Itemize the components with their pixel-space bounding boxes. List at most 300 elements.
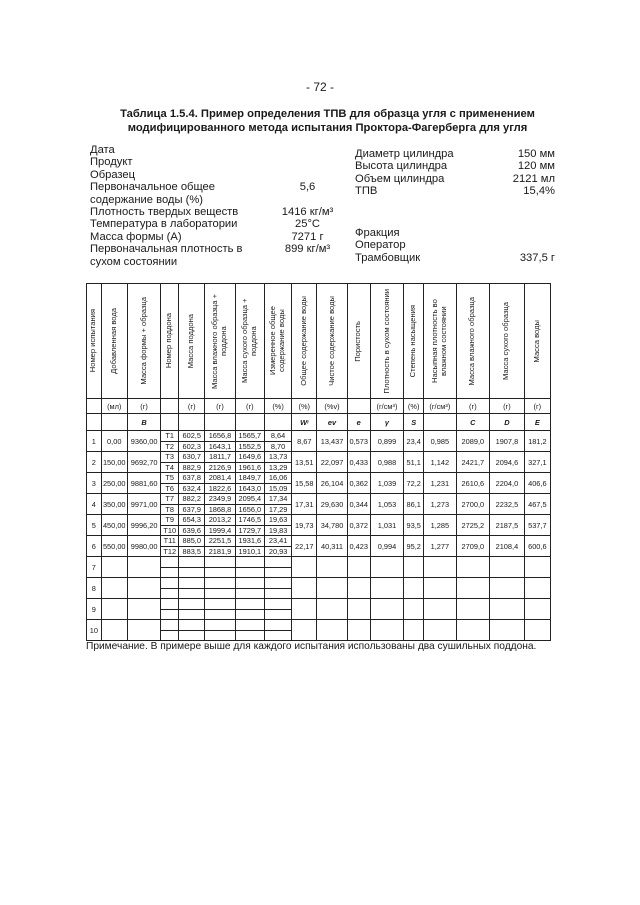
column-header-label: Номер поддона [164,313,174,369]
cell-md [490,578,525,599]
sub-value: 1849,7 [238,473,262,483]
table-title [95,107,560,135]
cell-mw: 2700,0 [456,494,490,515]
meta-label: Масса формы (А) [90,230,182,243]
cell-dry [235,431,264,452]
cell-trays [161,578,179,599]
sub-value [179,630,204,641]
cell-mold-mass [127,557,161,578]
sub-value: 16,06 [268,473,288,483]
sub-value [265,588,291,599]
cell-trays [161,473,179,494]
sub-value [179,588,204,599]
meta-label: Диаметр цилиндра [355,148,454,160]
cell-wet [205,452,235,473]
sub-value: 8,64 [270,431,286,441]
cell-dens: 0,988 [370,452,404,473]
cell-md: 2204,0 [490,473,525,494]
sub-value [205,630,234,641]
sub-value: T7 [165,494,175,504]
cell-tray-mass [179,515,205,536]
meta-value: 15,4% [523,185,555,198]
meta-value: 120 мм [517,160,555,173]
column-header [235,284,264,399]
unit-cell: (г/см³) [424,399,456,414]
sub-value: 19,63 [268,515,288,525]
sub-value [179,557,204,567]
cell-bulk: 1,273 [424,494,456,515]
column-header [101,284,127,399]
sub-value [236,630,264,641]
sub-value [205,620,234,630]
cell-por: 0,362 [347,473,370,494]
sub-value: T2 [161,441,178,452]
column-header [424,284,456,399]
cell-mwat [524,557,550,578]
symbol-cell: E [524,414,550,431]
sub-value [179,578,204,588]
sub-value: 8,70 [265,441,291,452]
cell-bulk [424,578,456,599]
sub-value: 17,29 [265,504,291,515]
cell-mwat [524,578,550,599]
cell-mwat: 537,7 [524,515,550,536]
sub-value: 1910,1 [236,546,264,557]
sub-value [236,557,264,567]
cell-sat: 23,4 [404,431,424,452]
symbol-cell [205,414,235,431]
symbol-cell: e [347,414,370,431]
cell-sat [404,578,424,599]
cell-trays [161,599,179,620]
meta-value: 150 мм [517,148,555,160]
sub-value: 1822,6 [205,483,234,494]
sub-value: 2081,4 [208,473,232,483]
symbol-cell: γ [370,414,404,431]
cell-total [292,578,317,599]
cell-test-number: 7 [87,557,102,578]
unit-cell: (г) [490,399,525,414]
cell-sat [404,599,424,620]
meta-label: содержание воды (%) [90,193,203,206]
cell-md [490,620,525,641]
sub-value: 602,3 [179,441,204,452]
cell-added-water [101,578,127,599]
cell-tray-mass [179,599,205,620]
cell-added-water [101,557,127,578]
cell-trays [161,515,179,536]
sub-value: 1999,4 [205,525,234,536]
cell-meas [264,515,291,536]
sub-value [205,599,234,609]
sub-value: 1565,7 [238,431,262,441]
sub-value: T4 [161,462,178,473]
column-header-label: Измеренное общее содержание воды [268,306,287,376]
sub-value: 885,0 [182,536,201,546]
cell-tray-mass [179,494,205,515]
cell-net: 34,780 [317,515,347,536]
cell-dens [370,557,404,578]
sub-value [161,557,178,567]
cell-added-water: 250,00 [101,473,127,494]
column-header [161,284,179,399]
unit-cell: (г) [235,399,264,414]
cell-bulk: 1,142 [424,452,456,473]
cell-por: 0,344 [347,494,370,515]
cell-bulk [424,557,456,578]
cell-dry [235,473,264,494]
column-header-label: Масса сухого образца [501,301,511,380]
sub-value: 882,9 [179,462,204,473]
cell-sat: 95,2 [404,536,424,557]
symbol-cell [424,414,456,431]
cell-por: 0,372 [347,515,370,536]
cell-por [347,620,370,641]
sub-value [179,620,204,630]
cell-md [490,599,525,620]
sub-value [205,557,234,567]
cell-mw: 2421,7 [456,452,490,473]
symbol-cell: S [404,414,424,431]
meta-label: сухом состоянии [90,255,178,268]
cell-sat: 86,1 [404,494,424,515]
cell-net [317,620,347,641]
cell-meas [264,473,291,494]
cell-mw: 2709,0 [456,536,490,557]
cell-mold-mass [127,599,161,620]
cell-total: 13,51 [292,452,317,473]
cell-mold-mass: 9980,00 [127,536,161,557]
cell-added-water: 350,00 [101,494,127,515]
cell-por: 0,573 [347,431,370,452]
sub-value: 1643,0 [236,483,264,494]
unit-cell [87,399,102,414]
cell-test-number: 1 [87,431,102,452]
cell-test-number: 2 [87,452,102,473]
sub-value [205,567,234,578]
cell-dens: 1,053 [370,494,404,515]
cell-mw: 2089,0 [456,431,490,452]
table-row [87,515,551,536]
cell-md: 2232,5 [490,494,525,515]
column-header-label: Масса влажного образца [467,296,477,386]
sub-value: 632,4 [179,483,204,494]
meta-label: Оператор [355,239,406,252]
cell-wet [205,557,235,578]
cell-md: 2187,5 [490,515,525,536]
cell-tray-mass [179,452,205,473]
cell-test-number: 9 [87,599,102,620]
sub-value: 23,41 [268,536,288,546]
cell-added-water: 450,00 [101,515,127,536]
cell-dens: 1,039 [370,473,404,494]
sub-value: 2126,9 [205,462,234,473]
cell-meas [264,620,291,641]
column-header [264,284,291,399]
meta-value: 1416 кг/м³ [281,206,334,218]
sub-value: 1961,6 [236,462,264,473]
sub-value [236,588,264,599]
cell-mw: 2610,6 [456,473,490,494]
cell-mwat: 467,5 [524,494,550,515]
column-header [456,284,490,399]
title-line-2: модифицированного метода испытания Проктора-Фагерберга для угля [127,122,528,134]
sub-value: 15,09 [265,483,291,494]
cell-mold-mass: 9996,20 [127,515,161,536]
column-header-label: Степень насыщения [408,304,418,378]
cell-mwat: 327,1 [524,452,550,473]
cell-net [317,578,347,599]
cell-meas [264,431,291,452]
cell-bulk [424,620,456,641]
meta-value: 2121 мл [512,172,555,185]
meta-label: Первоначальное общее [90,181,215,194]
sub-value [265,567,291,578]
cell-total: 17,31 [292,494,317,515]
cell-md: 2094,6 [490,452,525,473]
sub-value: 1656,0 [236,504,264,515]
unit-cell: (%) [404,399,424,414]
column-header-label: Масса поддона [186,313,196,369]
cell-mw [456,578,490,599]
cell-wet [205,578,235,599]
column-header-label: Номер испытания [88,309,98,373]
cell-total: 8,67 [292,431,317,452]
cell-meas [264,494,291,515]
meta-label: Температура в лаборатории [90,218,238,231]
meta-value: 25°С [295,218,320,231]
cell-wet [205,536,235,557]
cell-dry [235,452,264,473]
cell-wet [205,431,235,452]
sub-value: T5 [165,473,175,483]
unit-cell: (%v) [317,399,347,414]
sub-value: 17,34 [268,494,288,504]
sub-value: 13,73 [268,452,288,462]
column-header-label: Насыпная плотность во влажном состоянии [430,299,448,383]
cell-tray-mass [179,578,205,599]
table-row [87,452,551,473]
cell-tray-mass [179,620,205,641]
sub-value [236,578,264,588]
symbol-cell [179,414,205,431]
cell-por [347,578,370,599]
meta-value: 7271 г [291,230,324,243]
cell-total [292,557,317,578]
sub-value: 639,6 [179,525,204,536]
cell-tray-mass [179,536,205,557]
unit-cell [161,399,179,414]
sub-value: T1 [165,431,175,441]
cell-added-water [101,620,127,641]
cell-dry [235,515,264,536]
column-header-label: Чистое содержание воды [326,296,336,386]
cell-trays [161,494,179,515]
page-number: - 72 - [305,80,334,94]
unit-cell: (г) [456,399,490,414]
sub-value [236,609,264,620]
cell-bulk: 0,985 [424,431,456,452]
cell-dry [235,557,264,578]
table-row [87,599,551,620]
cell-net: 22,097 [317,452,347,473]
cell-wet [205,515,235,536]
table-row [87,431,551,452]
cell-sat [404,557,424,578]
cell-por: 0,433 [347,452,370,473]
sub-value: T10 [161,525,178,536]
sub-value [161,609,178,620]
cell-sat: 93,5 [404,515,424,536]
cell-trays [161,536,179,557]
cell-dens [370,620,404,641]
sub-value: T3 [165,452,175,462]
sub-value: 1649,6 [238,452,262,462]
cell-meas [264,599,291,620]
sub-value: 2181,9 [205,546,234,557]
sub-value: 1868,8 [205,504,234,515]
cell-wet [205,599,235,620]
sub-value: 1811,7 [208,452,232,462]
meta-label: Первоначальная плотность в [90,243,243,256]
sub-value [161,578,178,588]
results-table [86,283,551,641]
sub-value: 883,5 [179,546,204,557]
table-row [87,620,551,641]
cell-trays [161,557,179,578]
symbol-cell [264,414,291,431]
unit-cell: (г) [127,399,161,414]
sub-value: 2013,2 [208,515,232,525]
cell-tray-mass [179,473,205,494]
unit-cell: (г) [205,399,235,414]
cell-total: 19,73 [292,515,317,536]
symbol-cell: B [127,414,161,431]
sub-value [205,609,234,620]
sub-value [161,630,178,641]
cell-md: 1907,8 [490,431,525,452]
cell-added-water: 150,00 [101,452,127,473]
cell-test-number: 8 [87,578,102,599]
cell-test-number: 3 [87,473,102,494]
cell-bulk: 1,231 [424,473,456,494]
cell-test-number: 4 [87,494,102,515]
cell-mold-mass [127,578,161,599]
cell-net: 13,437 [317,431,347,452]
sub-value: 654,3 [182,515,201,525]
sub-value [236,599,264,609]
sub-value: 20,93 [265,546,291,557]
sub-value [179,609,204,620]
cell-net [317,557,347,578]
cell-test-number: 5 [87,515,102,536]
meta-label: Дата [90,144,115,156]
column-header [179,284,205,399]
cell-mold-mass: 9881,60 [127,473,161,494]
cell-test-number: 10 [87,620,102,641]
meta-label: Продукт [90,156,133,169]
cell-tray-mass [179,557,205,578]
cell-total: 15,58 [292,473,317,494]
cell-sat: 51,1 [404,452,424,473]
meta-label: Плотность твердых веществ [90,206,239,218]
sub-value [265,630,291,641]
sub-value: 2095,4 [238,494,262,504]
cell-dry [235,494,264,515]
meta-label: Фракция [355,227,400,239]
cell-trays [161,452,179,473]
sub-value: 1729,7 [236,525,264,536]
sub-value [205,578,234,588]
cell-por [347,599,370,620]
meta-label: Высота цилиндра [355,160,448,173]
symbol-cell [161,414,179,431]
table-row [87,494,551,515]
sub-value: 2251,5 [208,536,232,546]
cell-mwat: 600,6 [524,536,550,557]
sub-value: 1656,8 [208,431,232,441]
sub-value: 637,9 [179,504,204,515]
column-header [292,284,317,399]
sub-value: 13,29 [265,462,291,473]
cell-mold-mass [127,620,161,641]
cell-dry [235,599,264,620]
cell-dry [235,620,264,641]
column-header [347,284,370,399]
meta-value: 337,5 г [519,251,555,264]
sub-value [161,567,178,578]
sub-value [265,609,291,620]
symbol-cell: ev [317,414,347,431]
sub-value: 1643,1 [205,441,234,452]
column-header [87,284,102,399]
symbol-cell: C [456,414,490,431]
title-line-1: Таблица 1.5.4. Пример определения ТПВ для образца угля с применением [120,108,535,120]
sub-value: T9 [165,515,175,525]
unit-cell [347,399,370,414]
cell-mold-mass: 9692,70 [127,452,161,473]
cell-net: 29,630 [317,494,347,515]
table-row [87,557,551,578]
unit-cell: (г) [179,399,205,414]
cell-mold-mass: 9360,00 [127,431,161,452]
sub-value [265,599,291,609]
cell-net: 26,104 [317,473,347,494]
cell-total [292,620,317,641]
cell-md: 2108,4 [490,536,525,557]
symbol-cell [235,414,264,431]
cell-mwat [524,599,550,620]
cell-wet [205,494,235,515]
cell-dry [235,536,264,557]
table-row [87,578,551,599]
table-row [87,473,551,494]
cell-dens: 0,899 [370,431,404,452]
column-header-label: Масса воды [531,319,541,363]
column-header [524,284,550,399]
meta-label: Трамбовщик [355,251,421,264]
sub-value [161,620,178,630]
sub-value [265,557,291,567]
cell-meas [264,452,291,473]
cell-por [347,557,370,578]
cell-wet [205,620,235,641]
sub-value [179,567,204,578]
unit-cell: (%) [264,399,291,414]
symbol-cell: Wᶦ [292,414,317,431]
sub-value: T11 [163,536,176,546]
cell-sat: 72,2 [404,473,424,494]
